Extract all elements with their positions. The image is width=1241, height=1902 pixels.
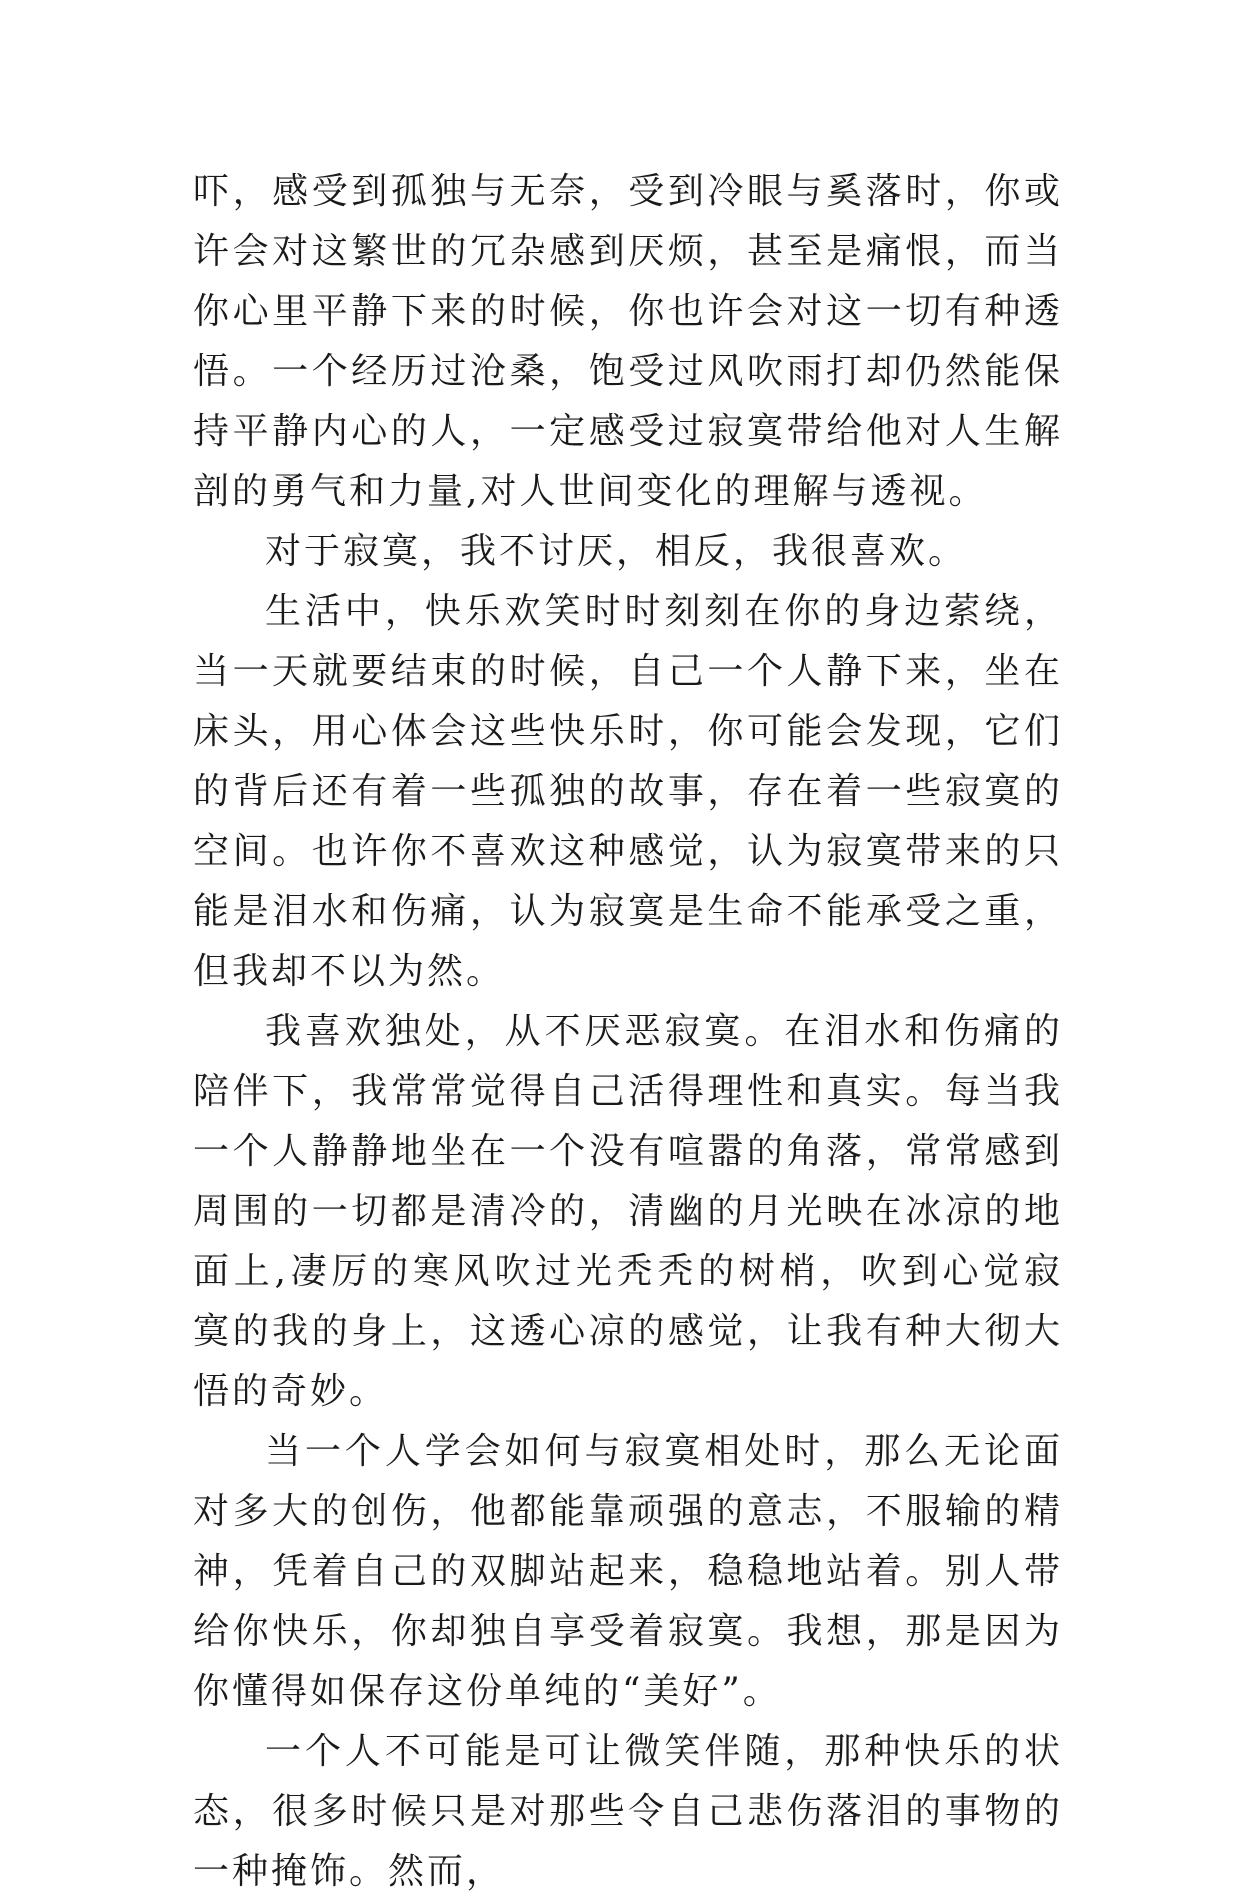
paragraph-4: 我喜欢独处，从不厌恶寂寞。在泪水和伤痛的陪伴下，我常常觉得自己活得理性和真实。每当我一个人静静地坐在一个没有喧嚣的角落，常常感到周围的一切都是清冷的，清幽的月光映在冰凉的地面上,凄厉的寒风吹过光秃秃的树梢，吹到心觉寂寞的我的身上，这透心凉的感觉，让我有种大彻大悟的奇妙。 [193, 1011, 1063, 1412]
paragraph-5: 当一个人学会如何与寂寞相处时，那么无论面对多大的创伤，他都能靠顽强的意志，不服输的精神，凭着自己的双脚站起来，稳稳地站着。别人带给你快乐，你却独自享受着寂寞。我想，那是因为你懂得如保存这份单纯的“美好”。 [193, 1431, 1063, 1712]
paragraph-3: 生活中，快乐欢笑时时刻刻在你的身边萦绕，当一天就要结束的时候，自己一个人静下来，坐在床头，用心体会这些快乐时，你可能会发现，它们的背后还有着一些孤独的故事，存在着一些寂寞的空间。也许你不喜欢这种感觉，认为寂寞带来的只能是泪水和伤痛，认为寂寞是生命不能承受之重，但我却不以为然。 [193, 591, 1063, 992]
body-text [193, 162, 1063, 1902]
paragraph-1: 吓，感受到孤独与无奈，受到冷眼与奚落时，你或许会对这繁世的冗杂感到厌烦，甚至是痛恨，而当你心里平静下来的时候，你也许会对这一切有种透悟。一个经历过沧桑，饱受过风吹雨打却仍然能保持平静内心的人，一定感受过寂寞带给他对人生解剖的勇气和力量,对人世间变化的理解与透视。 [193, 171, 1063, 512]
paragraph-2: 对于寂寞，我不讨厌，相反，我很喜欢。 [265, 531, 968, 572]
paragraph-6: 一个人不可能是可让微笑伴随，那种快乐的状态，很多时候只是对那些令自己悲伤落泪的事物的一种掩饰。然而， [193, 1731, 1063, 1892]
